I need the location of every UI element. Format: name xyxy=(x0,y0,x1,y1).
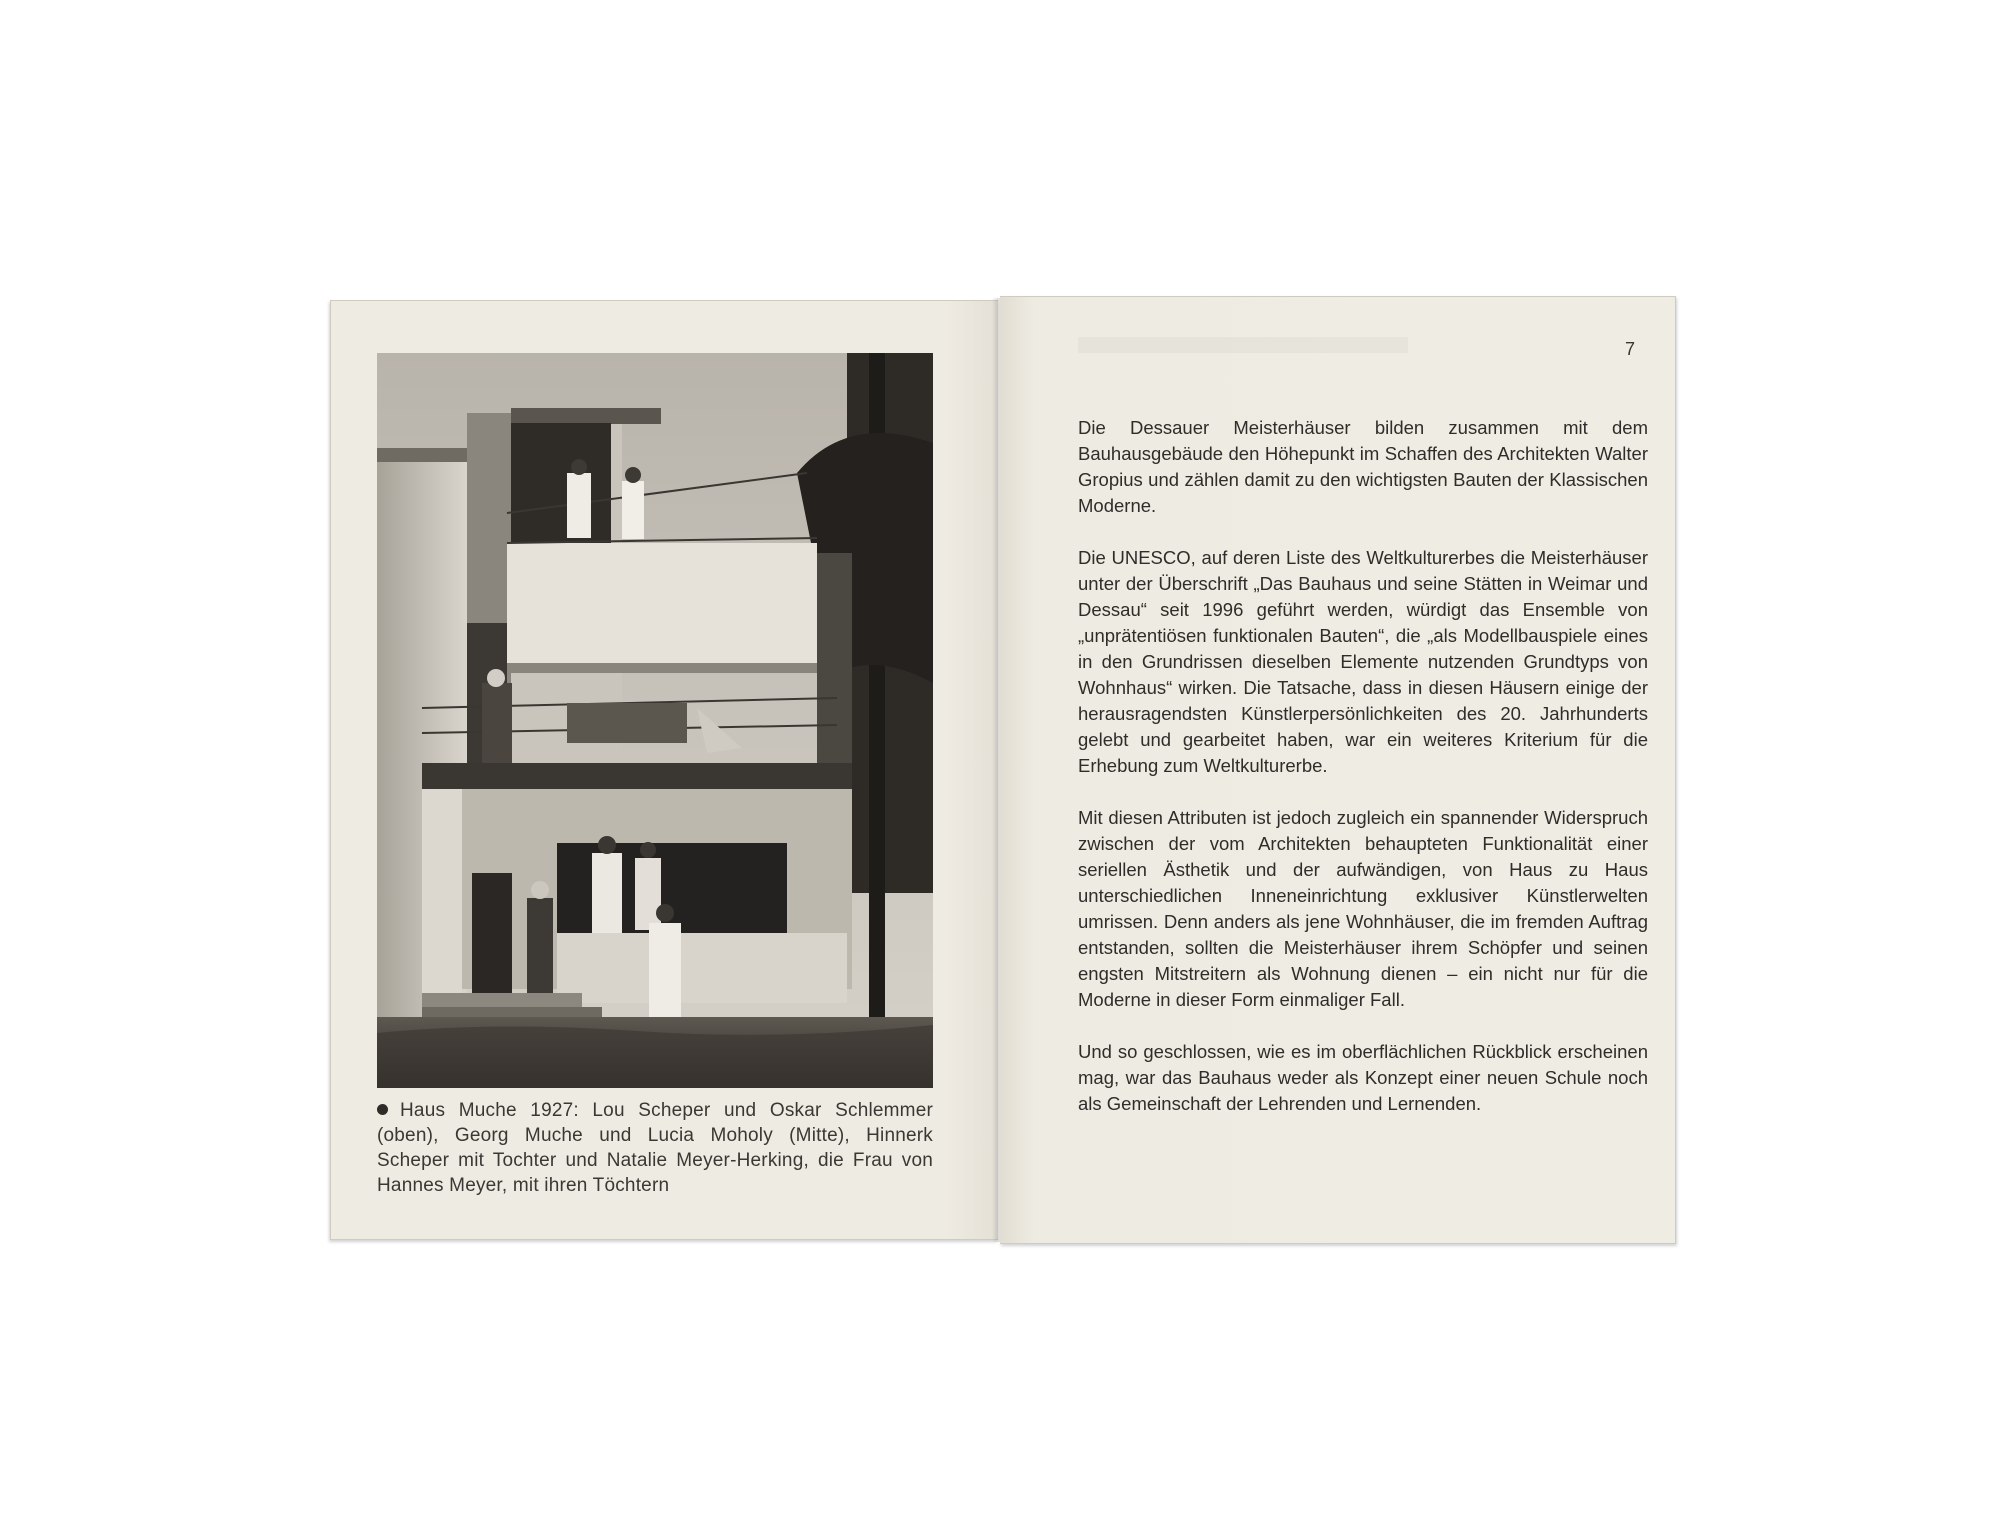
page-number: 7 xyxy=(1624,339,1635,359)
house-photo-illustration xyxy=(377,353,933,1088)
paragraph: Die UNESCO, auf deren Liste des Weltkulturerbes die Meisterhäuser unter der Überschrift „Das Bauhaus und seine Stätten in Weimar und Dessau“ seit 1996 geführt werden, würdigt das Ensemble von „unprätentiösen funktionalen Bauten“, die „als Modellbauspiele eines in den Grundrissen dieselben Elemente nutzenden Grundtyps von Wohnhaus“ wirken. Die Tatsache, dass in diesen Häusern einige der herausragendsten Künstlerpersönlichkeiten des 20. Jahrhunderts gelebt und gearbeitet haben, war ein weiteres Kriterium für die Erhebung zum Weltkulturerbe. xyxy=(1078,547,1648,776)
bullet-icon xyxy=(377,1104,388,1115)
paragraph: Und so geschlossen, wie es im oberflächlichen Rückblick erscheinen mag, war das Bauhaus weder als Konzept einer neuen Schule noch als Gemeinschaft der Lehrenden und Lernenden. xyxy=(1078,1041,1648,1114)
open-booklet xyxy=(330,300,1675,1245)
photo-caption xyxy=(377,1098,933,1198)
photo-caption-text: Haus Muche 1927: Lou Scheper und Oskar Schlemmer (oben), Georg Muche und Lucia Moholy (Mitte), Hinnerk Scheper mit Tochter und Natalie Meyer-Herking, die Frau von Hannes Meyer, mit ihren Töchtern xyxy=(377,1100,933,1196)
historic-house-photo xyxy=(377,353,933,1088)
left-page xyxy=(330,300,998,1240)
show-through-shadow xyxy=(1078,337,1408,353)
right-page xyxy=(1000,296,1676,1244)
paragraph: Mit diesen Attributen ist jedoch zugleich ein spannender Widerspruch zwischen der vom Architekten behaupteten Funktionalität einer seriellen Ästhetik und der aufwändigen, von Haus zu Haus unterschiedlichen Inneneinrichtung exklusiver Künstlerwelten umrissen. Denn anders als jene Wohnhäuser, die im fremden Auftrag entstanden, sollten die Meisterhäuser ihrem Schöpfer und seinen engsten Mitstreitern als Wohnung dienen – ein nicht nur für die Moderne in dieser Form einmaliger Fall. xyxy=(1078,807,1648,1010)
paragraph: Die Dessauer Meisterhäuser bilden zusammen mit dem Bauhausgebäude den Höhepunkt im Schaffen des Architekten Walter Gropius und zählen damit zu den wichtigsten Bauten der Klassischen Moderne. xyxy=(1078,417,1648,516)
body-text xyxy=(1078,415,1648,1143)
